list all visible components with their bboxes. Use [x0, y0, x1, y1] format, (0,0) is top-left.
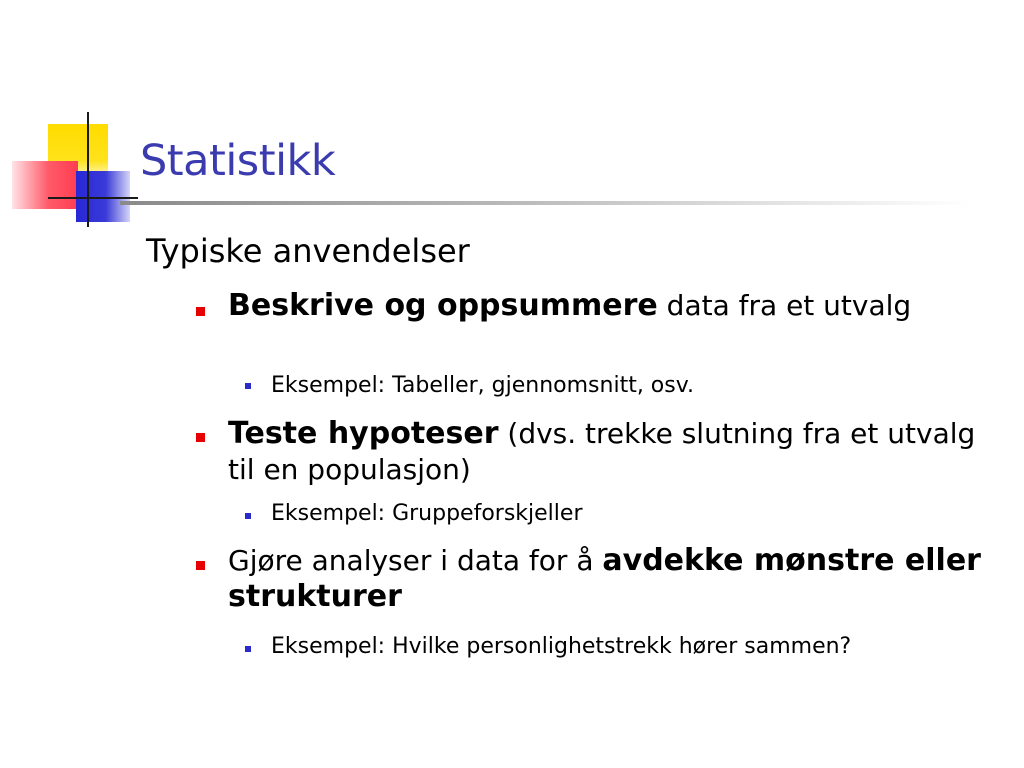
decorative-red-square	[12, 161, 78, 209]
bullet-text: (dvs. trekke slutning fra et utvalg til en populasjon)	[228, 417, 976, 486]
sub-bullet-marker	[245, 383, 251, 389]
bullet-bold-text: Beskrive og oppsummere	[228, 288, 658, 323]
sub-bullet-marker	[245, 513, 251, 519]
bullet-marker	[196, 433, 205, 442]
sub-bullet-item: Eksempel: Hvilke personlighetstrekk hører sammen?	[271, 634, 852, 659]
sub-bullet-item: Eksempel: Gruppeforskjeller	[271, 501, 583, 526]
bullet-text: data fra et utvalg	[657, 289, 912, 322]
sub-bullet-marker	[245, 646, 251, 652]
bullet-item-hypotheses	[228, 416, 988, 488]
bullet-bold-text: Teste hypoteser	[228, 416, 499, 451]
slide-heading: Typiske anvendelser	[146, 232, 470, 270]
decorative-vertical-line	[87, 112, 89, 227]
bullet-bold-text: avdekke mønstre eller strukturer	[228, 543, 981, 614]
bullet-text: Gjøre analyser i data for å	[228, 544, 603, 577]
sub-bullet-item: Eksempel: Tabeller, gjennomsnitt, osv.	[271, 373, 695, 398]
bullet-item-describe	[228, 288, 988, 324]
slide-title: Statistikk	[140, 136, 336, 186]
decorative-horizontal-line	[48, 197, 138, 199]
title-underline	[120, 201, 970, 205]
bullet-marker	[196, 307, 205, 316]
bullet-item-patterns	[228, 543, 988, 615]
bullet-marker	[196, 561, 205, 570]
